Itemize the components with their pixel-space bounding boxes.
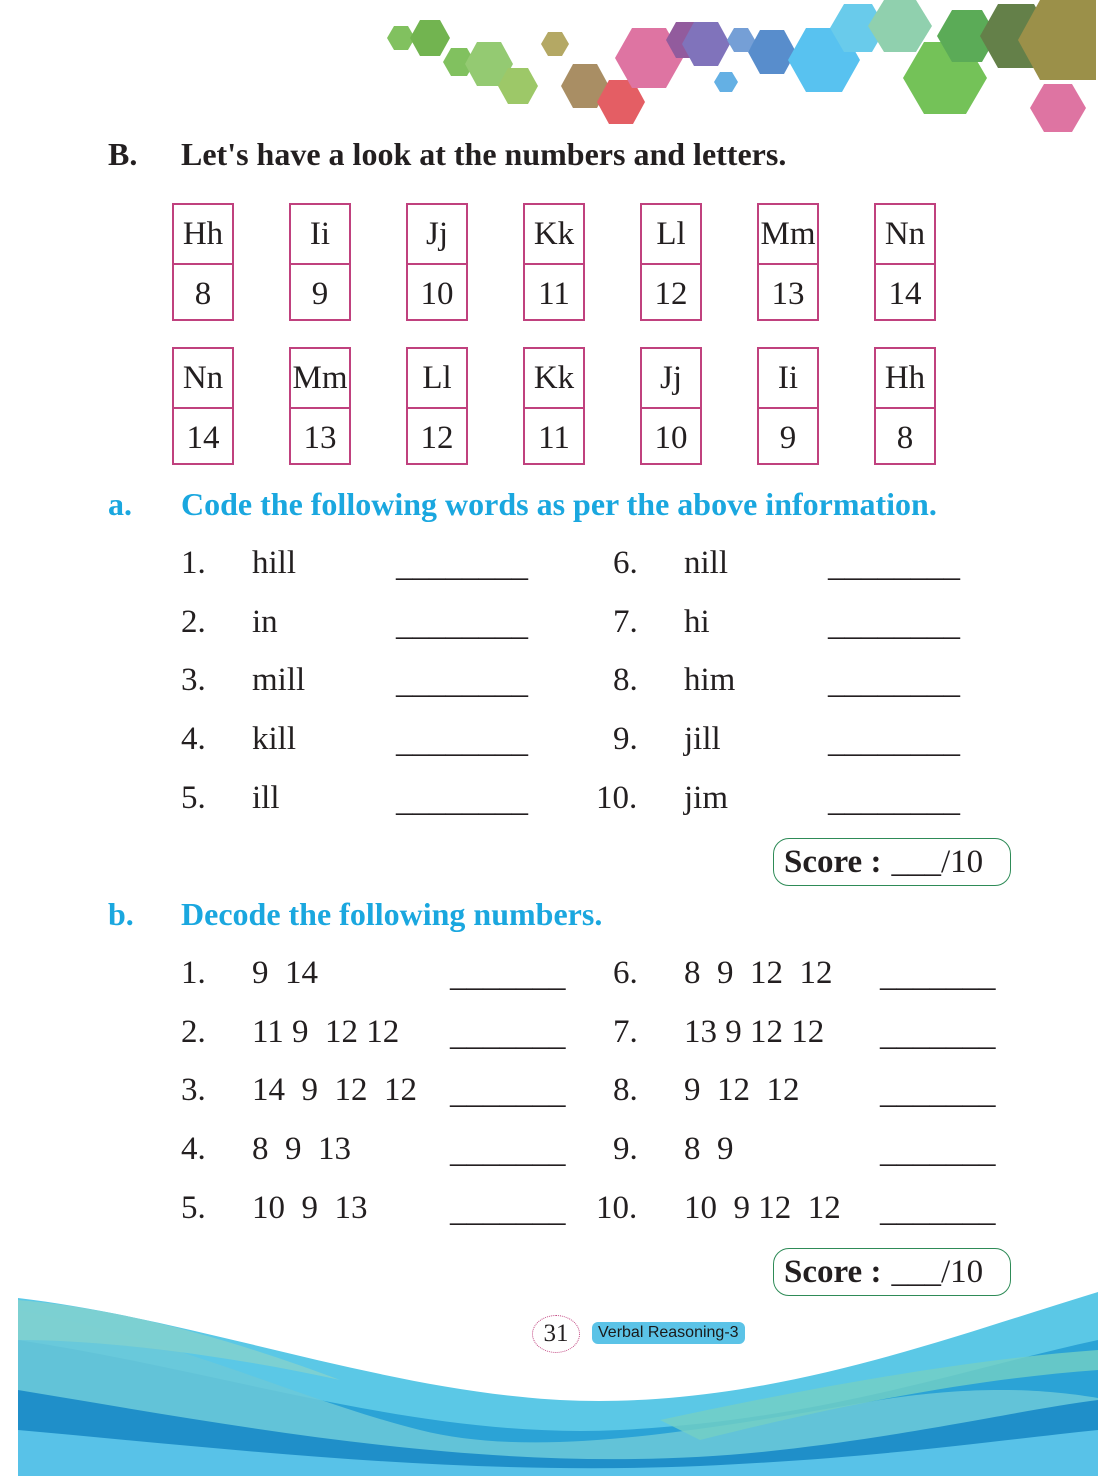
section-b-title: Let's have a look at the numbers and letters.	[181, 136, 787, 172]
answer-blank[interactable]: _______	[880, 958, 996, 994]
letter-number-card	[172, 347, 234, 465]
wave-decoration	[0, 1280, 1116, 1476]
item-code: 9 12 12	[684, 1072, 800, 1108]
card-number: 13	[771, 275, 805, 312]
answer-blank[interactable]: ________	[396, 607, 528, 643]
card-number: 8	[194, 275, 212, 312]
card-number: 9	[311, 275, 329, 312]
hexagon-decoration	[0, 0, 1116, 150]
item-number: 10.	[596, 1190, 638, 1226]
score-value[interactable]: ___/10	[891, 843, 984, 880]
score-box-a	[773, 838, 1011, 886]
item-number: 4.	[181, 1131, 206, 1167]
card-letters: Ll	[642, 205, 700, 265]
score-label: Score :	[784, 1253, 882, 1290]
card-letters: Jj	[642, 349, 700, 409]
card-number: 13	[303, 419, 337, 456]
item-word: ill	[252, 780, 280, 816]
part-b-letter: b.	[108, 896, 134, 932]
card-letters: Nn	[174, 349, 232, 409]
letter-number-card	[757, 203, 819, 321]
card-letters: Ll	[408, 349, 466, 409]
item-number: 7.	[613, 604, 638, 640]
item-number: 8.	[613, 1072, 638, 1108]
item-code: 11 9 12 12	[252, 1014, 400, 1050]
card-number: 14	[888, 275, 922, 312]
answer-blank[interactable]: _______	[450, 1017, 566, 1053]
score-box-b	[773, 1248, 1011, 1296]
item-code: 8 9 13	[252, 1131, 351, 1167]
card-number: 10	[420, 275, 454, 312]
answer-blank[interactable]: _______	[880, 1075, 996, 1111]
answer-blank[interactable]: ________	[828, 724, 960, 760]
item-number: 1.	[181, 545, 206, 581]
card-number: 11	[538, 419, 570, 456]
item-number: 5.	[181, 780, 206, 816]
answer-blank[interactable]: ________	[396, 548, 528, 584]
letter-number-card	[289, 203, 351, 321]
item-code: 8 9	[684, 1131, 734, 1167]
card-letters: Hh	[174, 205, 232, 265]
answer-blank[interactable]: _______	[450, 1134, 566, 1170]
answer-blank[interactable]: ________	[396, 665, 528, 701]
card-letters: Nn	[876, 205, 934, 265]
item-word: kill	[252, 721, 297, 757]
item-word: nill	[684, 545, 729, 581]
letter-number-card	[874, 347, 936, 465]
answer-blank[interactable]: _______	[450, 1075, 566, 1111]
item-number: 4.	[181, 721, 206, 757]
item-code: 8 9 12 12	[684, 955, 833, 991]
letter-number-card	[172, 203, 234, 321]
item-number: 10.	[596, 780, 638, 816]
letter-number-card	[523, 203, 585, 321]
card-letters: Ii	[759, 349, 817, 409]
item-number: 2.	[181, 1014, 206, 1050]
part-a-letter: a.	[108, 486, 132, 522]
answer-blank[interactable]: ________	[828, 783, 960, 819]
answer-blank[interactable]: _______	[880, 1017, 996, 1053]
card-letters: Mm	[291, 349, 349, 409]
page-number: 31	[532, 1315, 580, 1353]
item-number: 3.	[181, 662, 206, 698]
letter-number-card	[406, 347, 468, 465]
item-word: mill	[252, 662, 306, 698]
item-word: hi	[684, 604, 710, 640]
item-number: 1.	[181, 955, 206, 991]
item-word: hill	[252, 545, 297, 581]
card-number: 14	[186, 419, 220, 456]
item-number: 5.	[181, 1190, 206, 1226]
letter-number-card	[640, 347, 702, 465]
letter-number-card	[289, 347, 351, 465]
item-number: 9.	[613, 721, 638, 757]
score-value[interactable]: ___/10	[891, 1253, 984, 1290]
item-code: 10 9 12 12	[684, 1190, 841, 1226]
letter-number-card	[874, 203, 936, 321]
item-word: jill	[684, 721, 721, 757]
answer-blank[interactable]: _______	[450, 1193, 566, 1229]
card-number: 10	[654, 419, 688, 456]
card-number: 12	[420, 419, 454, 456]
section-b-letter: B.	[108, 136, 138, 172]
part-a-title: Code the following words as per the above information.	[181, 486, 937, 522]
card-letters: Mm	[759, 205, 817, 265]
item-number: 8.	[613, 662, 638, 698]
answer-blank[interactable]: ________	[828, 607, 960, 643]
card-letters: Kk	[525, 349, 583, 409]
answer-blank[interactable]: ________	[828, 665, 960, 701]
item-code: 14 9 12 12	[252, 1072, 417, 1108]
card-number: 9	[779, 419, 797, 456]
answer-blank[interactable]: _______	[450, 958, 566, 994]
item-code: 10 9 13	[252, 1190, 368, 1226]
letter-number-card	[406, 203, 468, 321]
item-number: 6.	[613, 955, 638, 991]
book-title: Verbal Reasoning-3	[592, 1322, 745, 1344]
card-letters: Hh	[876, 349, 934, 409]
part-b-title: Decode the following numbers.	[181, 896, 603, 932]
answer-blank[interactable]: _______	[880, 1193, 996, 1229]
card-letters: Ii	[291, 205, 349, 265]
card-number: 8	[896, 419, 914, 456]
item-number: 2.	[181, 604, 206, 640]
item-number: 7.	[613, 1014, 638, 1050]
score-label: Score :	[784, 843, 882, 880]
card-number: 12	[654, 275, 688, 312]
item-code: 9 14	[252, 955, 318, 991]
answer-blank[interactable]: ________	[396, 724, 528, 760]
item-number: 6.	[613, 545, 638, 581]
answer-blank[interactable]: _______	[880, 1134, 996, 1170]
item-word: in	[252, 604, 278, 640]
item-number: 3.	[181, 1072, 206, 1108]
item-number: 9.	[613, 1131, 638, 1167]
item-word: jim	[684, 780, 729, 816]
card-number: 11	[538, 275, 570, 312]
answer-blank[interactable]: ________	[828, 548, 960, 584]
letter-number-card	[640, 203, 702, 321]
card-letters: Kk	[525, 205, 583, 265]
item-code: 13 9 12 12	[684, 1014, 825, 1050]
answer-blank[interactable]: ________	[396, 783, 528, 819]
letter-number-card	[523, 347, 585, 465]
item-word: him	[684, 662, 736, 698]
letter-number-card	[757, 347, 819, 465]
card-letters: Jj	[408, 205, 466, 265]
